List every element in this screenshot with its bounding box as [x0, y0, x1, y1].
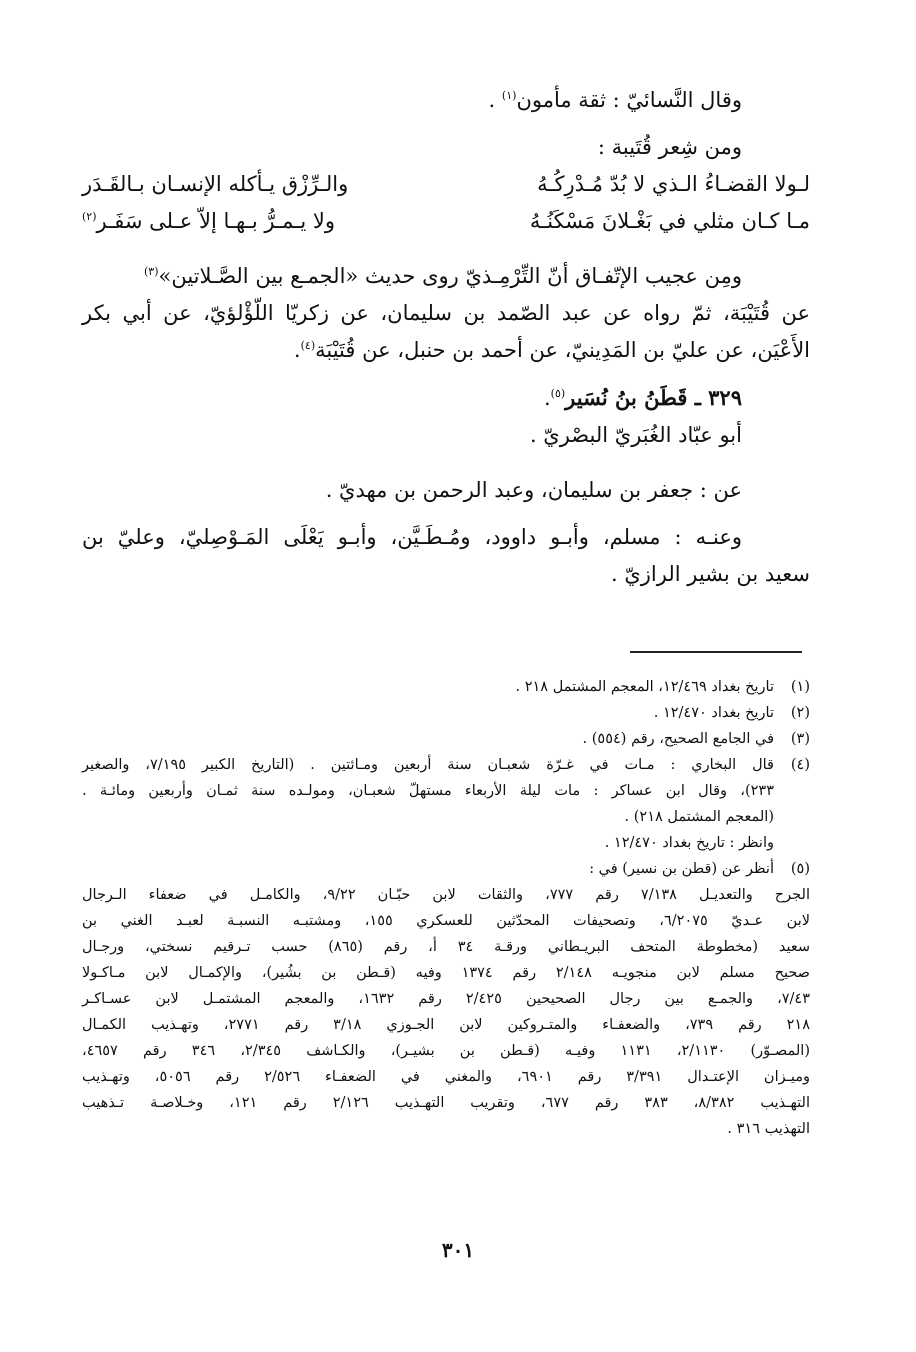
footnote-number: (٣): [790, 731, 810, 747]
para1-line2: عن قُتَيْبَة، ثمّ رواه عن عبد الصّمد بن سليمان، عن زكريّا اللّؤْلؤيّ، عن أبي بكر: [82, 301, 810, 325]
footnote-line: (المعجم المشتمل ٢١٨) .: [624, 809, 774, 825]
verse-1-second-hemistich: والـرِّزْق يـأكله الإنسـان بـالقَـدَر: [82, 172, 349, 196]
footnote-body: [82, 674, 774, 700]
footnote-ref-5[interactable]: (٥): [550, 387, 566, 400]
footnote-ref-3[interactable]: (٣): [143, 265, 159, 278]
para1-line1-text: ومِن عجيب الإتّفـاق أنّ التِّرْمِـذيّ روى حديث «الجمـع بين الصَّـلاتين»: [158, 264, 742, 288]
nasai-quote-text: وقال النَّسائيّ : ثقة مأمون: [516, 88, 742, 112]
footnote-line: التهـذيب ٨/٣٨٢، ٣٨٣ رقم ٦٧٧، وتقريب التهـذيب ٢/١٢٦ رقم ١٢١، وخـلاصـة تـذهيب: [82, 1095, 810, 1111]
footnote-line: (المصـوّر) ٢/١١٣٠، ١١٣١ وفيـه (قـطن بن بشيـر)، والكـاشف ٢/٣٤٥، ٣٤٦ رقم ٤٦٥٧،: [82, 1043, 810, 1059]
footnote-1: [82, 674, 810, 700]
footnote-line: أنظر عن (قطن بن نسير) في :: [589, 861, 774, 877]
footnote-5: [82, 856, 810, 1142]
para1-line3-end: .: [293, 338, 301, 362]
footnote-line: سعيد (مخطوطة المتحف البريـطاني ورقـة ٣٤ أ، رقم (٨٦٥) حسب تـرقيم نسختي، ورجـال: [82, 939, 811, 955]
footnote-ref-4[interactable]: (٤): [300, 339, 316, 352]
footnote-line: ٢٣٣)، وقال ابن عساكر : مات ليلة الأربعاء مستهلّ شعبـان، ومولـده سنة ثمـان وأربعين ومائـة .: [82, 783, 774, 799]
footnote-number: (٥): [790, 861, 810, 877]
para1-line1: [82, 258, 810, 295]
footnote-body: [82, 752, 774, 856]
footnote-separator: [630, 651, 802, 653]
footnote-2: [82, 700, 810, 726]
footnote-line: تاريخ بغداد ١٢/٤٦٩، المعجم المشتمل ٢١٨ .: [515, 679, 774, 695]
verse-2-second-text: ولا يـمـرُّ بـهـا إلاّ عـلى سَفَـر: [96, 209, 336, 233]
footnote-line: وانظر : تاريخ بغداد ١٢/٤٧٠ .: [604, 835, 774, 851]
narrated-by-line2: سعيد بن بشير الرازيّ .: [610, 562, 810, 586]
footnote-line: لابن عـديّ ٦/٢٠٧٥، وتصحيفات المحدّثين للعسكري ١٥٥، ومشتبـه النسبـة لعبـد الغني بن: [82, 913, 811, 929]
entry-kunya: أبو عبّاد الغُبَريّ البصْريّ .: [529, 423, 742, 447]
verse-line-1: [82, 166, 810, 203]
footnote-line: التهذيب ٣١٦ .: [727, 1121, 810, 1137]
footnotes: [82, 674, 810, 1142]
verse-2-first-hemistich: مـا كـان مثلي في بَغْـلانَ مَسْكَنُـهُ: [529, 209, 810, 233]
narrated-by-line1: وعنـه : مسلم، وأبـو داوود، ومُـطَـيَّن، وأبـو يَعْلَى المَـوْصِليّ، وعليّ بن: [82, 525, 742, 549]
footnote-line: تاريخ بغداد ١٢/٤٧٠ .: [653, 705, 774, 721]
entry-heading: [82, 379, 810, 417]
footnote-number: (١): [790, 679, 810, 695]
narrated-from: عن : جعفر بن سليمان، وعبد الرحمن بن مهديّ .: [325, 478, 742, 502]
footnote-line: ٢١٨ رقم ٧٣٩، والضعفـاء والمتـروكين لابن الجـوزي ٣/١٨ رقم ٢٧٧١، وتهـذيب الكمـال: [82, 1017, 811, 1033]
footnote-body: [82, 856, 811, 1142]
footnote-body: [82, 700, 774, 726]
footnote-3: [82, 726, 810, 752]
footnote-ref-1[interactable]: (١): [501, 89, 517, 102]
footnote-line: في الجامع الصحيح، رقم (٥٥٤) .: [582, 731, 774, 747]
para1-line3-text: الأَعْيَن، عن عليّ بن المَدِينيّ، عن أحمد بن حنبل، عن قُتَيْبَة: [315, 338, 810, 362]
footnote-body: [82, 726, 774, 752]
verse-2-second-hemistich: ولا يـمـرُّ بـهـا إلاّ عـلى سَفَـر(٢): [82, 203, 335, 240]
entry-title: ٣٢٩ ـ قَطَنُ بنُ نُسَير: [565, 385, 742, 410]
nasai-quote-end: .: [488, 88, 496, 112]
footnote-4: [82, 752, 810, 856]
footnote-number: (٢): [790, 705, 810, 721]
verse-1-first-hemistich: لـولا القضـاءُ الـذي لا بُدّ مُـدْرِكُـهُ: [537, 172, 810, 196]
footnote-line: صحيح مسلم لابن منجويـه ٢/١٤٨ رقم ١٣٧٤ وفيه (قـطن بن بشُير)، والإكمـال لابن مـاكـولا: [82, 965, 810, 981]
main-text: [82, 82, 810, 593]
poetry-intro: ومن شِعر قُتَيبة :: [597, 135, 742, 159]
nasai-quote: [82, 82, 810, 119]
footnote-line: قال البخاري : مـات في غـرّة شعبـان سنة أربعين ومـائتين . (التاريخ الكبير ٧/١٩٥، والصغير: [82, 757, 774, 773]
entry-title-end: .: [543, 386, 551, 410]
verse-line-2: [82, 203, 810, 240]
para1-line3: [82, 332, 810, 369]
footnote-line: وميـزان الإعتـدال ٣/٣٩١ رقم ٦٩٠١، والمغني في الضعفـاء ٢/٥٢٦ رقم ٥٠٥٦، وتهـذيب: [82, 1069, 810, 1085]
footnote-line: الجرح والتعديـل ٧/١٣٨ رقم ٧٧٧، والثقات لابن حبّـان ٩/٢٢، والكامـل في ضعفاء الـرجال: [82, 887, 810, 903]
page-number: ٣٠١: [441, 1238, 475, 1262]
footnote-number: (٤): [790, 757, 810, 773]
footnote-line: ٧/٤٣، والجمـع بين رجال الصحيحين ٢/٤٢٥ رقم ١٦٣٢، والمعجم المشتمـل لابن عسـاكـر: [82, 991, 810, 1007]
